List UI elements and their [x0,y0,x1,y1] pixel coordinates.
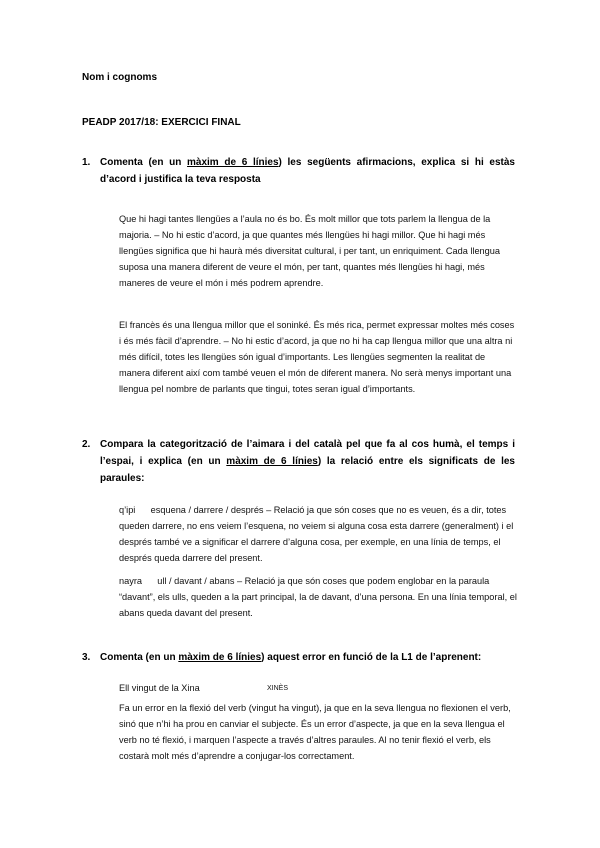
answer-1a: Que hi hagi tantes llengües a l’aula no és bo. És molt millor que tots parlem la llengua de la majoria. – No hi estic d’acord, ja que quantes més llengües hi hagi millor. Que hi hagi més llengües significa que hi haurà més diversitat cultural, i per tant, un enriquiment. Cada llengua suposa una manera diferent de veure el món, per tant, quantes més llengües hi hagi, més maneres de veure el món i més podrem aprendre. [119,214,500,288]
question-limit: màxim de 6 línies [178,652,262,663]
question-prefix: Comenta (en un [100,157,182,168]
answer-1b: El francès és una llengua millor que el soninké. És més rica, permet expressar moltes més coses i és més fàcil d’aprendre. – No hi estic d’acord, ja que no hi ha cap llengua millor que una altra ni més difícil, totes les llengües són igual d’importants. Les llengües segmenten la realitat de manera diferent així com també veuen el món de diferent manera. No serà menys important una llengua pel nombre de parlants que tingui, totes seran igual d’importants. [119,320,515,394]
name-label: Nom i cognoms [82,72,158,83]
question-2 [82,436,515,487]
answer-3: Fa un error en la flexió del verb (vingut ha vingut), ja que en la seva llengua no flexionen el verb, sinó que n’hi ha prou en canviar el subjecte. És un error d’aspecte, ja que en la seva llengua el verb no té flexió, i marquen l’aspecte a través d’altres paraules. Al no tenir flexió el verb, els costarà molt més d’aprendre a conjugar-los correctament. [119,703,511,761]
question-prefix: Comenta (en un [100,652,176,663]
question-prefix: Compara la categorització de l’aimara i del català pel que fa al cos humà, el temps i l’espai, i explica (en un [100,439,515,467]
question-limit: màxim de 6 línies [187,157,279,168]
question-suffix: ) les següents afirmacions, explica si hi estàs d’acord i justifica la teva resposta [100,157,515,185]
language-tag: XINÈS [267,685,289,692]
question-number: 1. [82,157,91,168]
document-title: PEADP 2017/18: EXERCICI FINAL [82,117,241,128]
answer-2b: nayra ull / davant / abans – Relació ja que són coses que podem englobar en la paraula “davant”, els ulls, queden a la part principal, la de davant, d’una persona. En una línia temporal, el abans queda davant del present. [119,576,520,618]
question-number: 3. [82,652,91,663]
answer-2a: q’ipi esquena / darrere / després – Relació ja que són coses que no es veuen, és a dir, totes queden darrere, no ens veiem l’esquena, no veiem si alguna cosa esta darrere (generalment) i el després també ve a significar el darrere d’alguna cosa, per exemple, en una línia de temps, el després queda darrere del present. [119,505,516,563]
question-3 [82,649,515,666]
question-limit: màxim de 6 línies [226,456,318,467]
example-sentence: Ell vingut de la Xina [119,683,200,693]
question-suffix: ) aquest error en funció de la L1 de l’aprenent: [261,652,482,663]
question-suffix: ) la relació entre els significats de les paraules: [100,456,515,484]
question-1 [82,154,515,188]
question-number: 2. [82,439,91,450]
